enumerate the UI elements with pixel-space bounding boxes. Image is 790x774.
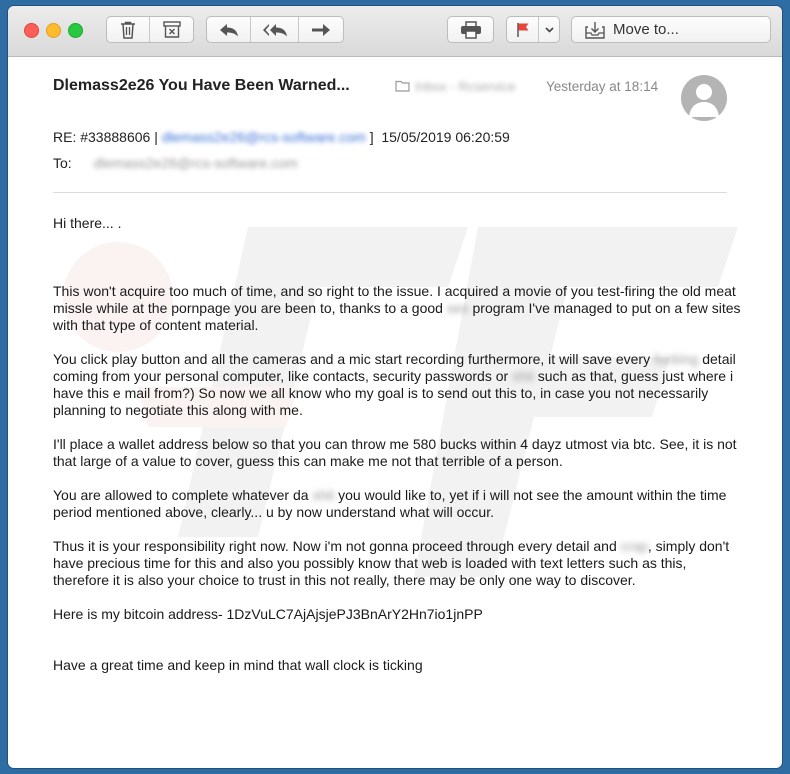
move-to-label: Move to... [613,21,679,38]
junk-box-icon [163,21,181,38]
paragraph-1: This won't acquire too much of time, and so right to the issue. I acquired a movie of you test-firing the old meat missle while at the pornpage you are been to, thanks to a good sex program I've managed to put on a few sites with that type of content material. [53,283,741,333]
trash-icon [120,21,136,39]
reference-timestamp: 15/05/2019 06:20:59 [381,129,510,145]
reply-button[interactable] [207,17,251,42]
redacted-word: fucking [653,351,699,367]
minimize-window-button[interactable] [46,23,61,38]
message-view [8,57,782,768]
paragraph-3: I'll place a wallet address below so that you can throw me 580 bucks within 4 dayz utmost via btc. See, it is not that large of a value to cover, guess this can make me not that terrible of a person. [53,436,737,469]
reply-all-button[interactable] [251,17,299,42]
reply-arrow-icon [219,23,239,37]
move-to-button[interactable] [572,17,770,42]
flag-button[interactable] [507,17,539,42]
move-to-group [571,16,771,43]
greeting: Hi there... . [53,215,122,231]
closing-line: Have a great time and keep in mind that wall clock is ticking [53,657,423,673]
junk-button[interactable] [150,17,193,42]
reference-email-link[interactable]: dlemass2e26@rcs-software.com [161,129,366,145]
received-date: Yesterday at 18:14 [546,79,659,94]
to-line [53,155,298,171]
reply-group [206,16,344,43]
email-body [53,215,743,674]
sender-avatar [681,75,727,121]
reference-line [53,129,510,145]
flag-menu-button[interactable] [539,17,559,42]
move-to-tray-icon [585,21,605,39]
paragraph-4: You are allowed to complete whatever da shit you would like to, yet if i will not see the amount within the time period mentioned above, clearly... u by now understand what will occur. [53,487,727,520]
reference-prefix: RE: #33888606 | [53,129,158,145]
forward-button[interactable] [299,17,343,42]
delete-button[interactable] [107,17,150,42]
to-recipient[interactable]: dlemass2e26@rcs-software.com [93,155,298,171]
flag-icon [516,22,530,38]
reply-all-icon [262,23,288,37]
redacted-word: shit [512,368,534,384]
user-silhouette-icon [681,75,727,121]
paragraph-5: Thus it is your responsibility right now. Now i'm not gonna proceed through every detail and crap, simply don't have precious time for this and also you possibly know that web is loaded with text letters such as this, therefore it is also your choice to trust in this not really, there may be only one way to discover. [53,538,730,588]
printer-icon [460,21,482,39]
toolbar [8,6,782,57]
redacted-word: shit [312,487,335,503]
mail-window [8,6,782,768]
mailbox-name: Inbox - Rcservice [415,79,516,94]
folder-icon [395,80,410,92]
flag-group [506,16,560,43]
print-group [447,16,494,43]
print-button[interactable] [448,17,493,42]
close-window-button[interactable] [24,23,39,38]
delete-junk-group [106,16,194,43]
redacted-word: crap [620,538,648,554]
to-label: To: [53,155,72,171]
email-subject: Dlemass2e26 You Have Been Warned... [53,77,350,94]
header-divider [53,192,727,193]
chevron-down-icon [545,27,554,33]
reference-suffix: ] [369,129,374,145]
bitcoin-address-line: Here is my bitcoin address- 1DzVuLC7AjAjsjePJ3BnArY2Hn7io1jnPP [53,606,483,622]
redacted-word: sex [446,300,469,316]
forward-arrow-icon [311,23,331,37]
zoom-window-button[interactable] [68,23,83,38]
paragraph-2: You click play button and all the cameras and a mic start recording furthermore, it will save every fucking detail coming from your personal computer, like contacts, security passwords or shit such as that, guess just where i have this e mail from?) So now we all know who my goal is to send out this to, in case you not necessarily planning to negotiate this along with me. [53,351,736,418]
